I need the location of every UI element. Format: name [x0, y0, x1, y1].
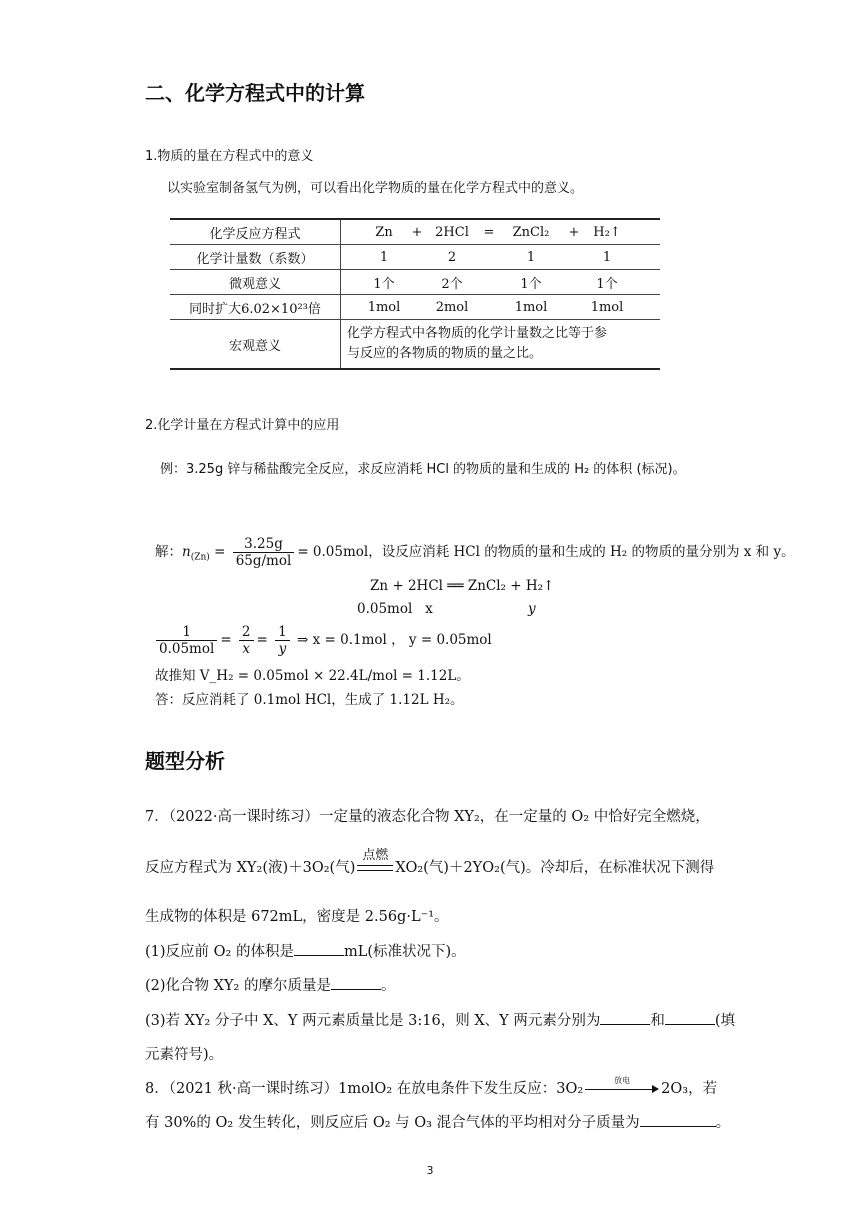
n-sub: (Zn)	[190, 552, 210, 563]
condition-label: 点燃	[362, 848, 389, 863]
table-row-label: 化学反应方程式	[170, 219, 341, 245]
frac-num: 1	[275, 624, 290, 641]
q7-line-3: 生成物的体积是 672mL，密度是 2.56g·L⁻¹。	[145, 909, 449, 925]
q8-line-2-b: 。	[715, 1115, 731, 1131]
table-cell: 1mol	[367, 299, 401, 315]
table-cell: 2HCl	[435, 224, 469, 240]
subsection-2-title: 2.化学计量在方程式计算中的应用	[145, 418, 340, 433]
table-row	[170, 270, 660, 295]
table-cell: 1	[526, 249, 536, 265]
answer-blank[interactable]	[665, 1012, 715, 1025]
frac-den: 65g/mol	[235, 553, 292, 569]
page-number: 3	[426, 1164, 434, 1177]
q8-line-2	[145, 1111, 730, 1132]
reaction-condition	[357, 848, 393, 876]
q7-part-1	[145, 940, 466, 961]
q8-line-1-b: 2O₃，若	[661, 1081, 718, 1097]
table-cell: 2mol	[435, 299, 469, 315]
q7-line-1: 7．（2022·高一课时练习）一定量的液态化合物 XY₂，在一定量的 O₂ 中恰好完全燃烧，	[145, 809, 710, 825]
macro-text-line: 与反应的各物质的物质的量之比。	[347, 346, 543, 361]
table-row-label: 同时扩大6.02×10²³倍	[170, 295, 341, 320]
table-cell: 1个	[520, 276, 542, 292]
table-cell: 1个	[596, 276, 618, 292]
table-row-cells	[341, 295, 661, 320]
table-row	[170, 245, 660, 270]
table-row-cells	[341, 270, 661, 295]
q7-p3-a: (3)若 XY₂ 分子中 X、Y 两元素质量比是 3:16，则 X、Y 两元素分别为	[145, 1013, 601, 1029]
answer-blank[interactable]	[331, 977, 381, 990]
frac-den: x	[242, 641, 251, 657]
fraction	[156, 624, 217, 657]
q7-p2-a: (2)化合物 XY₂ 的摩尔质量是	[145, 978, 331, 994]
q7-part-2	[145, 974, 395, 995]
q7-p2-b: 。	[380, 978, 396, 994]
equal-bars	[357, 865, 393, 871]
table-cell: 1mol	[514, 299, 548, 315]
analysis-title: 题型分析	[145, 749, 225, 773]
solution-under-right: y	[528, 601, 536, 617]
frac-num: 3.25g	[233, 536, 295, 553]
table-cell: 1	[379, 249, 389, 265]
arrow-head-icon	[652, 1085, 659, 1093]
subsection-1-title: 1.物质的量在方程式中的意义	[145, 149, 314, 164]
q7-part-3-cont: 元素符号)。	[145, 1047, 224, 1063]
table-row-label: 宏观意义	[170, 320, 341, 370]
q7-p1-a: (1)反应前 O₂ 的体积是	[145, 944, 294, 960]
q7-p3-b: 和	[650, 1013, 665, 1029]
table-row	[170, 295, 660, 320]
table-row-cells	[341, 245, 661, 270]
table-cell: 1个	[373, 276, 395, 292]
table-cell: 2个	[441, 276, 463, 292]
frac-den: y	[278, 641, 287, 657]
fraction	[233, 536, 295, 569]
q8-line-1	[145, 1077, 717, 1098]
macro-text-line: 化学方程式中各物质的化学计量数之比等于参	[347, 326, 608, 341]
table-macro-text	[341, 320, 661, 370]
solution-under-left: 0.05mol x	[357, 601, 433, 617]
answer-blank[interactable]	[640, 1114, 716, 1127]
solution-ratio: $\frac{1}{\text{0.05mol}}$ = $\frac{2}{x}$ = $\frac{1}{y}$ ⇒ x = 0.1mol ， y = 0.05mol	[153, 624, 492, 657]
table-cell: Zn	[375, 224, 393, 240]
table-row	[170, 320, 660, 370]
table-cell: 1	[602, 249, 612, 265]
table-cell: =	[483, 224, 495, 240]
table-row	[170, 219, 660, 245]
q8-line-1-a: 8．（2021 秋·高一课时练习）1molO₂ 在放电条件下发生反应：3O₂	[145, 1081, 584, 1097]
q8-line-2-a: 有 30%的 O₂ 发生转化，则反应后 O₂ 与 O₃ 混合气体的平均相对分子质量为	[145, 1115, 640, 1131]
subsection-1-intro: 以实验室制备氢气为例，可以看出化学物质的量在化学方程式中的意义。	[167, 181, 584, 196]
solution-line-4: 故推知 V_H₂ = 0.05mol × 22.4L/mol = 1.12L。	[155, 668, 470, 684]
table-cell: +	[411, 224, 423, 240]
solution-answer: 答：反应消耗了 0.1mol HCl，生成了 1.12L H₂。	[155, 692, 464, 708]
solution-line-1-rest: = 0.05mol，设反应消耗 HCl 的物质的量和生成的 H₂ 的物质的量分别为 x 和 y。	[297, 544, 795, 560]
q7-line-2-a: 反应方程式为 XY₂(液)＋3O₂(气)	[145, 860, 356, 876]
solution-equation: Zn + 2HCl ══ ZnCl₂ + H₂↑	[370, 578, 555, 594]
table-row-label: 化学计量数（系数）	[170, 245, 341, 270]
n-label: n	[182, 544, 191, 560]
table-row-cells	[341, 219, 661, 245]
reaction-arrow	[585, 1076, 659, 1094]
table-cell: ZnCl₂	[512, 224, 550, 240]
table-cell: +	[568, 224, 580, 240]
example-text: 例：3.25g 锌与稀盐酸完全反应，求反应消耗 HCl 的物质的量和生成的 H₂ 的体积 (标况)。	[160, 462, 686, 477]
q7-line-2	[145, 848, 715, 877]
frac-num: 2	[239, 624, 254, 641]
table-cell: H₂↑	[593, 224, 621, 240]
frac-num: 1	[156, 624, 217, 641]
answer-blank[interactable]	[294, 943, 344, 956]
ratio-result: ⇒ x = 0.1mol ， y = 0.05mol	[297, 632, 492, 648]
q7-p3-c: (填	[714, 1013, 736, 1029]
q7-p1-b: mL(标准状况下)。	[343, 944, 466, 960]
q7-line-2-b: XO₂(气)＋2YO₂(气)。冷却后，在标准状况下测得	[395, 860, 715, 876]
table-cell: 2	[447, 249, 457, 265]
answer-blank[interactable]	[600, 1012, 650, 1025]
table-row-label: 微观意义	[170, 270, 341, 295]
section-title: 二、化学方程式中的计算	[145, 81, 365, 105]
fraction	[275, 624, 290, 657]
arrow-label: 放电	[614, 1076, 631, 1085]
fraction	[239, 624, 254, 657]
frac-den: 0.05mol	[159, 641, 215, 657]
solution-prefix: 解：	[155, 544, 182, 560]
table-cell: 1mol	[590, 299, 624, 315]
chem-table	[170, 218, 660, 370]
solution-line-1: 解：$n_{(Zn)}$ = $\frac{3.25g}{\text{65g/mol}}$ = 0.05mol，设反应消耗 HCl 的物质的量和生成的 H₂ 的物质的量分别为 x 和 y。	[155, 536, 795, 569]
q7-part-3	[145, 1009, 735, 1030]
